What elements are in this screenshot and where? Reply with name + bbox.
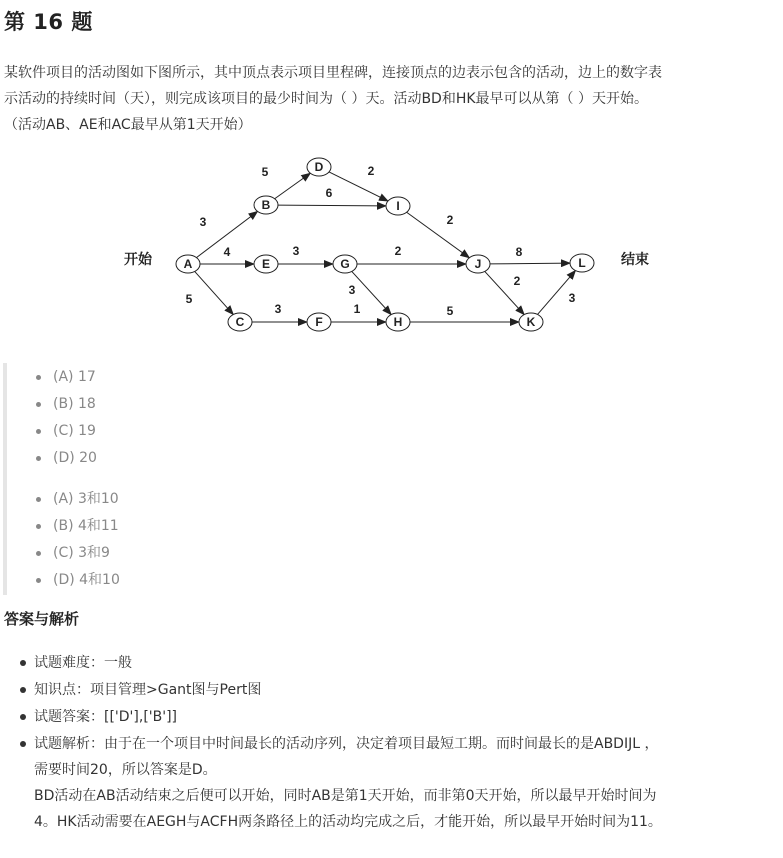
node-label: A [183, 257, 193, 271]
activity-diagram [100, 152, 660, 340]
edge-weight-CF: 3 [274, 302, 282, 316]
node-B [254, 196, 278, 214]
node-A [176, 255, 200, 273]
nodes-layer [176, 158, 594, 331]
options-quote-bar [3, 363, 7, 595]
options-group-1 [36, 364, 97, 472]
analysis-line: 需要时间20，所以答案是D。 [34, 762, 217, 778]
edge-IJ [407, 212, 470, 257]
analysis-item [20, 731, 765, 835]
edge-weight-IJ: 2 [446, 213, 454, 227]
page-title: 第 16 题 [4, 10, 93, 34]
node-label: K [526, 315, 536, 329]
answer-item: 试题答案：[['D'],['B']] [20, 704, 765, 730]
edge-weight-BD: 5 [261, 165, 269, 179]
node-label: C [235, 315, 245, 329]
edge-BI [278, 205, 386, 206]
edge-weight-GH: 3 [348, 283, 356, 297]
option-item[interactable]: (D) 20 [36, 445, 97, 472]
node-G [333, 255, 357, 273]
option-item[interactable]: (B) 4和11 [36, 513, 120, 540]
question-line: 某软件项目的活动图如下图所示，其中顶点表示项目里程碑，连接顶点的边表示包含的活动，边上的数字表 [4, 65, 662, 81]
analysis-line: BD活动在AB活动结束之后便可以开始，同时AB是第1天开始，而非第0天开始，所以最早开始时间为 [34, 788, 657, 804]
node-label: H [393, 315, 403, 329]
edge-weight-JL: 8 [515, 245, 523, 259]
node-F [307, 313, 331, 331]
question-line: 示活动的持续时间（天），则完成该项目的最少时间为（ ）天。活动BD和HK最早可以从第（ ）天开始。 [4, 91, 648, 107]
edge-weight-AB: 3 [199, 215, 207, 229]
edge-AC [195, 271, 234, 314]
analysis-line: 试题解析：由于在一个项目中时间最长的活动序列，决定着项目最短工期。而时间最长的是ABDIJL ， [34, 736, 659, 752]
edge-DI [329, 172, 388, 201]
difficulty-item: 试题难度：一般 [20, 650, 765, 676]
edge-weight-AC: 5 [185, 292, 193, 306]
knowledge-item: 知识点：项目管理>Gant图与Pert图 [20, 677, 765, 703]
node-D [307, 158, 331, 176]
node-I [386, 197, 410, 215]
node-label: G [340, 257, 350, 271]
edge-weight-DI: 2 [367, 164, 375, 178]
option-item[interactable]: (C) 3和9 [36, 540, 120, 567]
edge-weight-BI: 6 [325, 186, 333, 200]
option-item[interactable]: (D) 4和10 [36, 567, 120, 594]
edge-weight-GJ: 2 [394, 244, 402, 258]
edge-JL [490, 263, 570, 264]
node-K [519, 313, 543, 331]
node-H [386, 313, 410, 331]
node-C [228, 313, 252, 331]
node-label: E [261, 257, 271, 271]
edge-weight-JK: 2 [513, 274, 521, 288]
option-item[interactable]: (C) 19 [36, 418, 97, 445]
edges-layer [183, 164, 576, 322]
option-item[interactable]: (B) 18 [36, 391, 97, 418]
edge-weight-AE: 4 [223, 245, 231, 259]
node-label: F [315, 315, 323, 329]
node-label: D [314, 160, 324, 174]
node-L [570, 254, 594, 272]
start-label: 开始 [124, 251, 152, 267]
analysis-line: 4。HK活动需要在AEGH与ACFH两条路径上的活动均完成之后，才能开始，所以最早开始时间为11。 [34, 814, 662, 830]
answer-heading: 答案与解析 [4, 610, 80, 628]
edge-weight-FH: 1 [353, 302, 361, 316]
node-J [466, 255, 490, 273]
option-item[interactable]: (A) 17 [36, 364, 97, 391]
node-label: L [578, 256, 586, 270]
options-group-2 [36, 486, 120, 594]
node-label: B [261, 198, 271, 212]
option-item[interactable]: (A) 3和10 [36, 486, 120, 513]
node-label: I [396, 199, 400, 213]
node-label: J [474, 257, 482, 271]
node-E [254, 255, 278, 273]
answer-list [20, 650, 765, 836]
question-line: （活动AB、AE和AC最早从第1天开始） [4, 117, 252, 133]
edge-weight-KL: 3 [568, 291, 576, 305]
edge-BD [275, 173, 311, 199]
question-text [4, 60, 774, 138]
edge-weight-HK: 5 [446, 304, 454, 318]
end-label: 结束 [621, 251, 649, 267]
edge-weight-EG: 3 [292, 244, 300, 258]
